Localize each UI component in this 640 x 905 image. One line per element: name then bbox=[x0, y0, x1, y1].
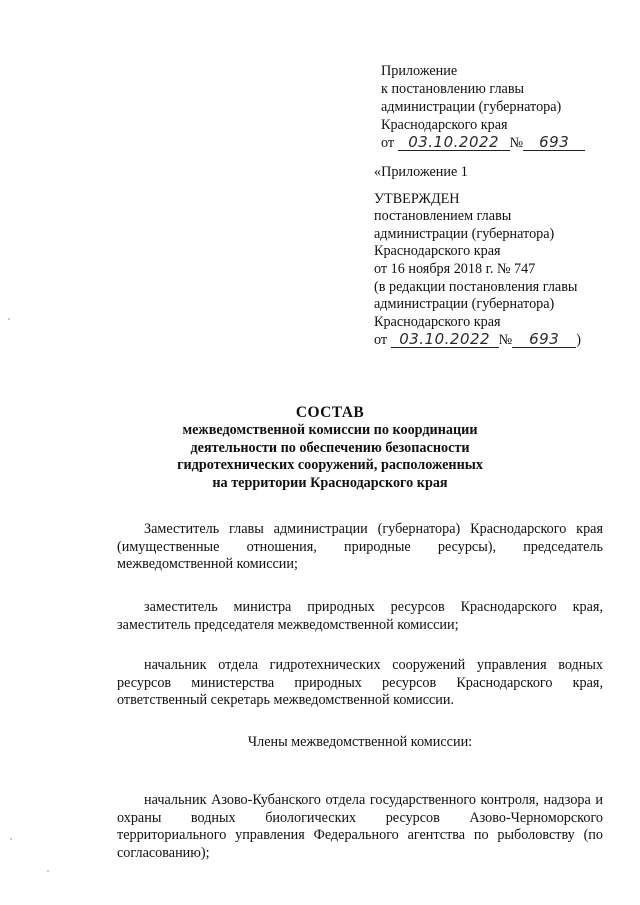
handwritten-number: 693 bbox=[523, 134, 585, 151]
number-sign: № bbox=[498, 332, 513, 349]
title-main: СОСТАВ bbox=[295, 404, 365, 421]
title-line: деятельности по обеспечению безопасности bbox=[190, 439, 470, 456]
date-prefix: от bbox=[374, 332, 388, 349]
paragraph-chairman bbox=[117, 521, 603, 574]
title-line: межведомственной комиссии по координации bbox=[182, 422, 478, 439]
paragraph-deputy-chairman bbox=[117, 599, 603, 634]
approval-line: (в редакции постановления главы bbox=[374, 278, 578, 295]
approval-line: администрации (губернатора) bbox=[374, 296, 555, 313]
members-heading: Члены межведомственной комиссии: bbox=[247, 734, 473, 750]
title-line: гидротехнических сооружений, расположенных bbox=[177, 457, 483, 474]
approval-block bbox=[374, 164, 624, 350]
title-line: на территории Краснодарского края bbox=[212, 474, 448, 491]
handwritten-number: 693 bbox=[512, 331, 576, 348]
closing-paren: ) bbox=[576, 332, 581, 349]
approval-line: администрации (губернатора) bbox=[374, 225, 555, 242]
approval-line: постановлением главы bbox=[374, 208, 512, 225]
number-sign: № bbox=[509, 135, 524, 151]
appendix-date-line bbox=[381, 134, 621, 152]
approval-line: Краснодарского края bbox=[374, 313, 501, 330]
paragraph-secretary bbox=[117, 657, 603, 710]
document-title bbox=[140, 404, 520, 492]
paragraph-text: заместитель министра природных ресурсов Краснодарского края, заместитель председателя межведомственной комиссии; bbox=[117, 599, 603, 633]
appendix-line: администрации (губернатора) bbox=[381, 99, 562, 115]
handwritten-date: 03.10.2022 bbox=[398, 134, 510, 151]
appendix-line: Краснодарского края bbox=[381, 117, 508, 133]
appendix-line: к постановлению главы bbox=[381, 81, 525, 97]
handwritten-date: 03.10.2022 bbox=[391, 331, 499, 348]
paragraph-text: начальник отдела гидротехнических сооружений управления водных ресурсов министерства природных ресурсов Краснодарского края, ответственный секретарь межведомственной комиссии. bbox=[117, 657, 603, 709]
approval-date-line bbox=[374, 331, 624, 350]
approval-line: от 16 ноября 2018 г. № 747 bbox=[374, 260, 536, 277]
scan-speck bbox=[10, 838, 12, 840]
appendix-reference: «Приложение 1 bbox=[374, 164, 468, 180]
scan-speck bbox=[8, 318, 10, 320]
member-item bbox=[117, 792, 603, 862]
appendix-line: Приложение bbox=[381, 63, 458, 79]
scan-speck bbox=[47, 870, 49, 872]
approved-word: УТВЕРЖДЕН bbox=[374, 190, 460, 207]
member-text: начальник Азово-Кубанского отдела государственного контроля, надзора и охраны водных биологических ресурсов Азово-Черноморского территориального управления Федерального агентства по рыболовству (по согласованию); bbox=[117, 792, 603, 861]
date-prefix: от bbox=[381, 135, 395, 151]
appendix-header bbox=[381, 62, 621, 152]
paragraph-text: Заместитель главы администрации (губернатора) Краснодарского края (имущественные отношения, природные ресурсы), председатель межведомственной комиссии; bbox=[117, 521, 603, 573]
approval-line: Краснодарского края bbox=[374, 243, 501, 260]
